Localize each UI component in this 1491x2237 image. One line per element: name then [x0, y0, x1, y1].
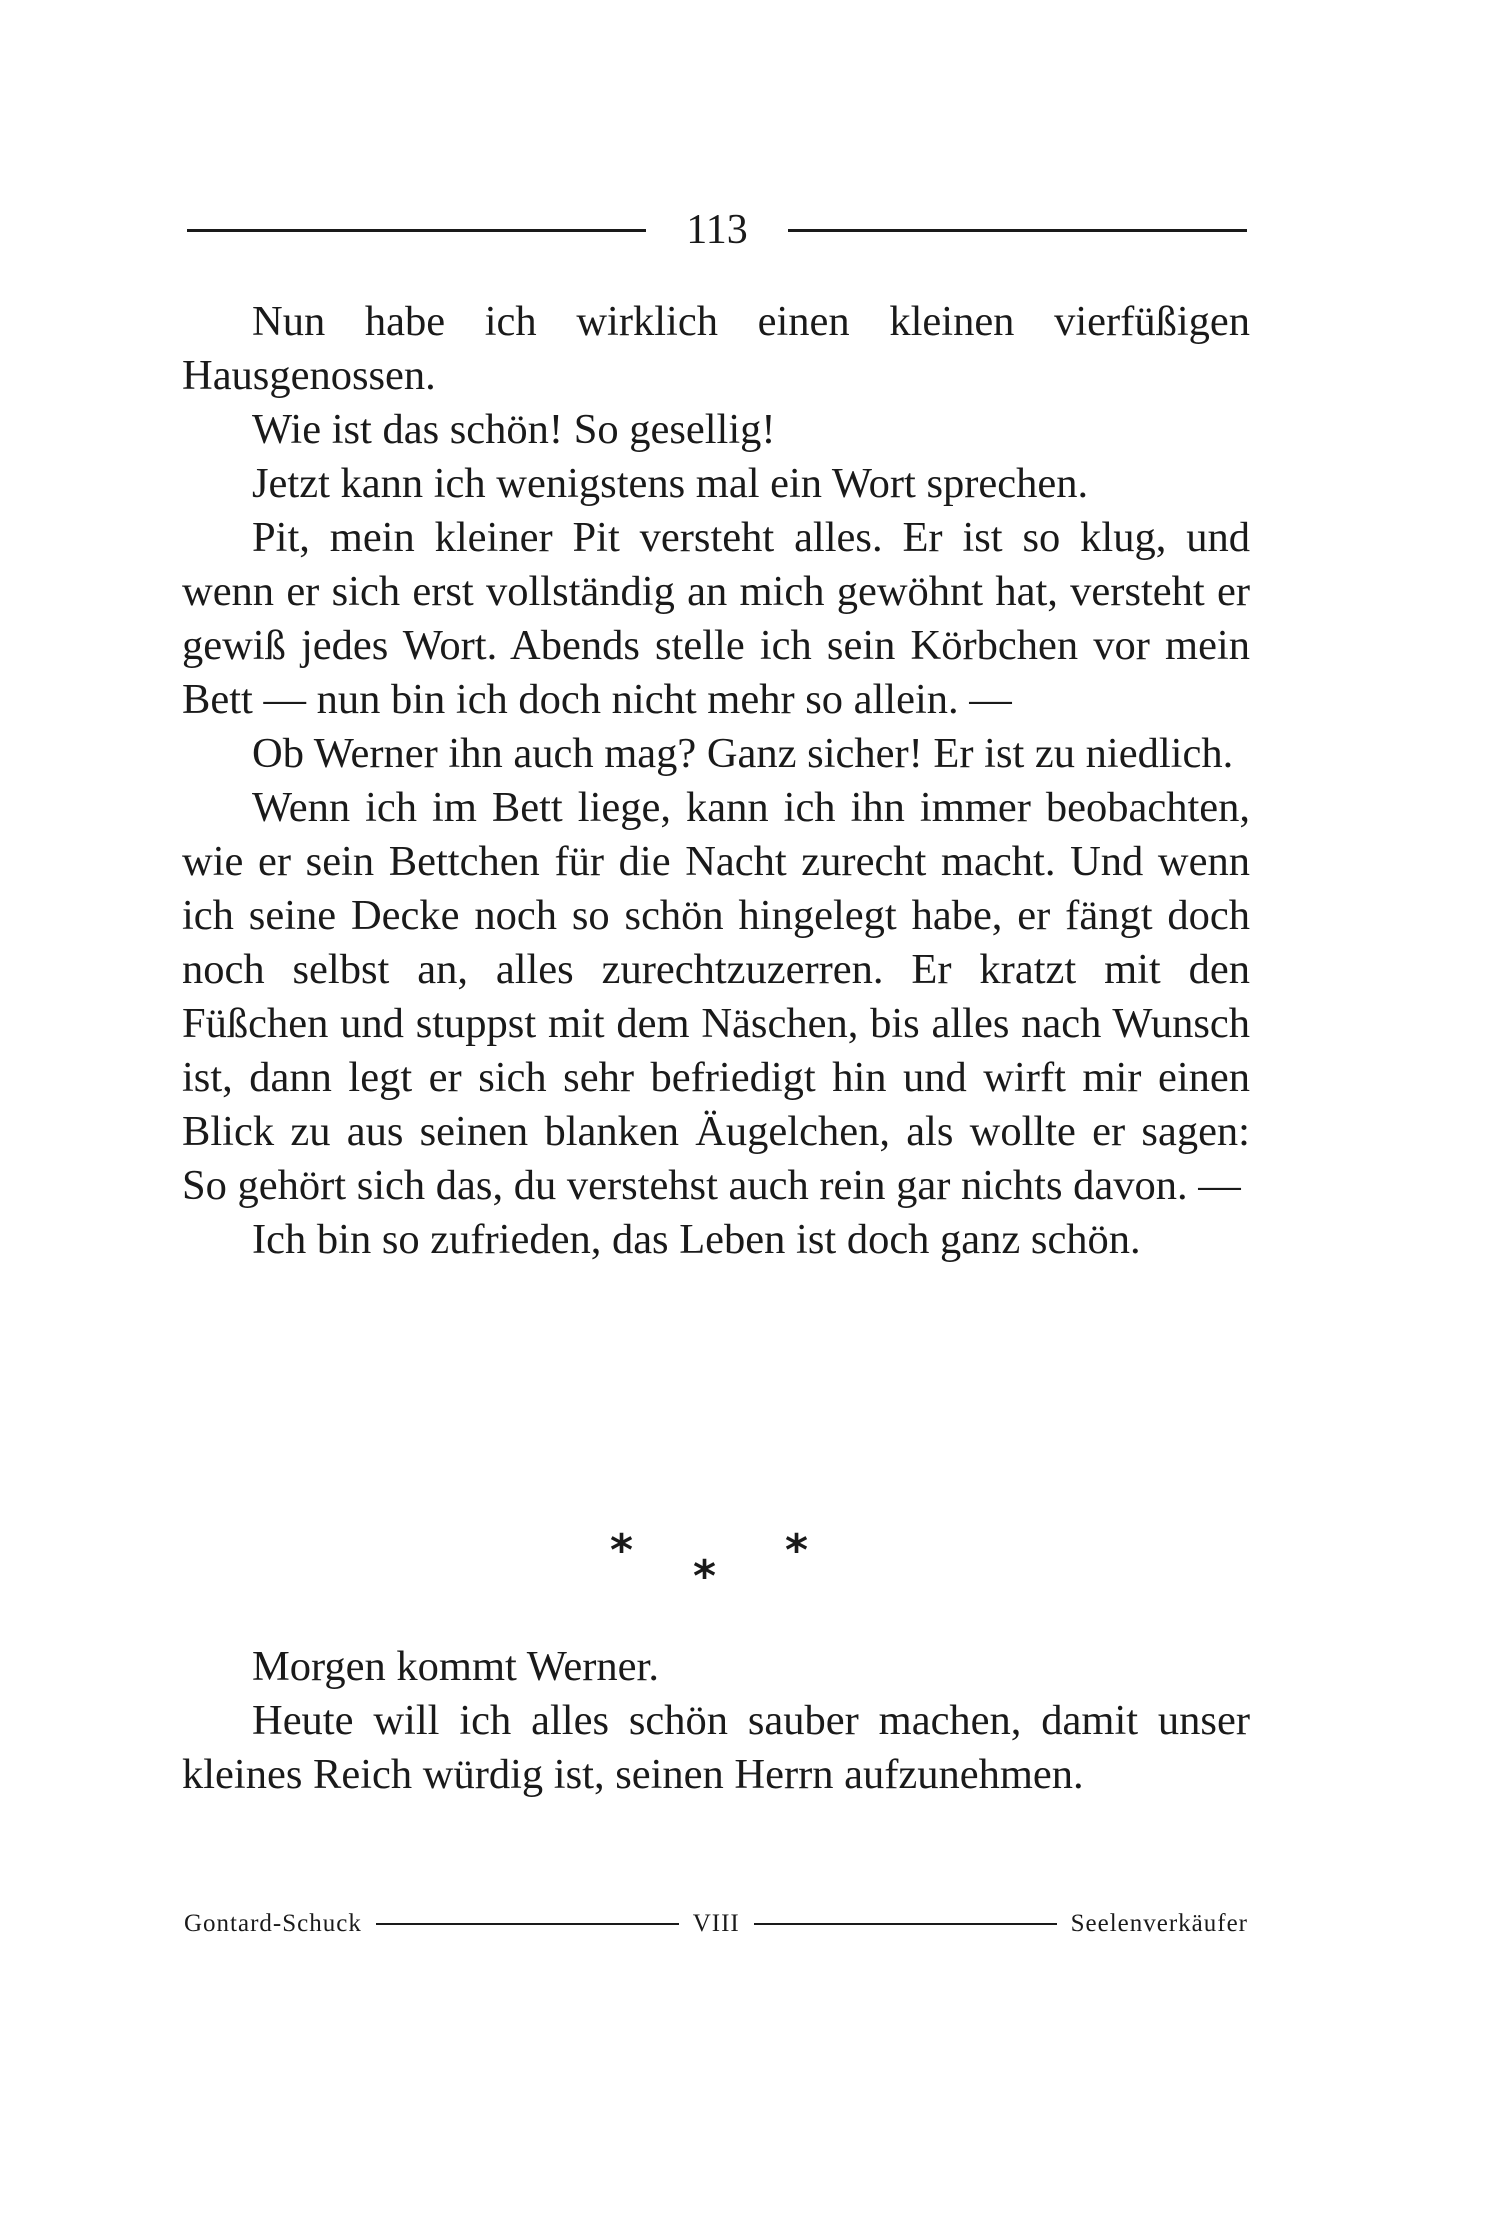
- header-rule-right: [788, 229, 1247, 232]
- footer-rule-left: [376, 1923, 679, 1925]
- footer-title: Seelenverkäufer: [1070, 1910, 1248, 1937]
- paragraph: Ob Werner ihn auch mag? Ganz sicher! Er ist zu niedlich.: [252, 730, 1234, 777]
- paragraph: Jetzt kann ich wenigstens mal ein Wort sprechen.: [252, 460, 1089, 507]
- paragraph: Wie ist das schön! So gesellig!: [252, 406, 776, 453]
- section-separator: [600, 1525, 830, 1602]
- separator-star: *: [785, 1525, 809, 1576]
- footer-rule-right: [754, 1923, 1057, 1925]
- section-two-text: [182, 1640, 1250, 1802]
- paragraph: Heute will ich alles schön sauber machen, damit unser kleines Reich würdig ist, seinen Herrn aufzunehmen.: [182, 1697, 1250, 1798]
- page-footer: [184, 1910, 1248, 1938]
- paragraph: Ich bin so zufrieden, das Leben ist doch ganz schön.: [252, 1216, 1141, 1263]
- separator-star: *: [610, 1525, 634, 1576]
- page-number: 113: [686, 207, 748, 253]
- footer-signature: VIII: [692, 1910, 740, 1937]
- footer-author: Gontard-Schuck: [184, 1910, 362, 1937]
- paragraph: Morgen kommt Werner.: [252, 1643, 659, 1690]
- header-rule-left: [187, 229, 646, 232]
- page-header: [187, 200, 1247, 260]
- section-one-text: [182, 295, 1250, 1267]
- paragraph: Nun habe ich wirklich einen kleinen vierfüßigen Hausgenossen.: [182, 298, 1250, 399]
- separator-star: *: [693, 1551, 717, 1602]
- paragraph: Pit, mein kleiner Pit versteht alles. Er ist so klug, und wenn er sich erst vollständig an mich gewöhnt hat, versteht er gewiß jedes Wort. Abends stelle ich sein Körbchen vor mein Bett — nun bin ich doch nicht mehr so allein. —: [182, 514, 1250, 723]
- paragraph: Wenn ich im Bett liege, kann ich ihn immer beobachten, wie er sein Bettchen für die Nacht zurecht macht. Und wenn ich seine Decke noch so schön hingelegt habe, er fängt doch noch selbst an, alles zurechtzuzerren. Er kratzt mit den Füßchen und stuppst mit dem Näschen, bis alles nach Wunsch ist, dann legt er sich sehr befriedigt hin und wirft mir einen Blick zu aus seinen blanken Äugelchen, als wollte er sagen: So gehört sich das, du verstehst auch rein gar nichts davon. —: [182, 784, 1250, 1209]
